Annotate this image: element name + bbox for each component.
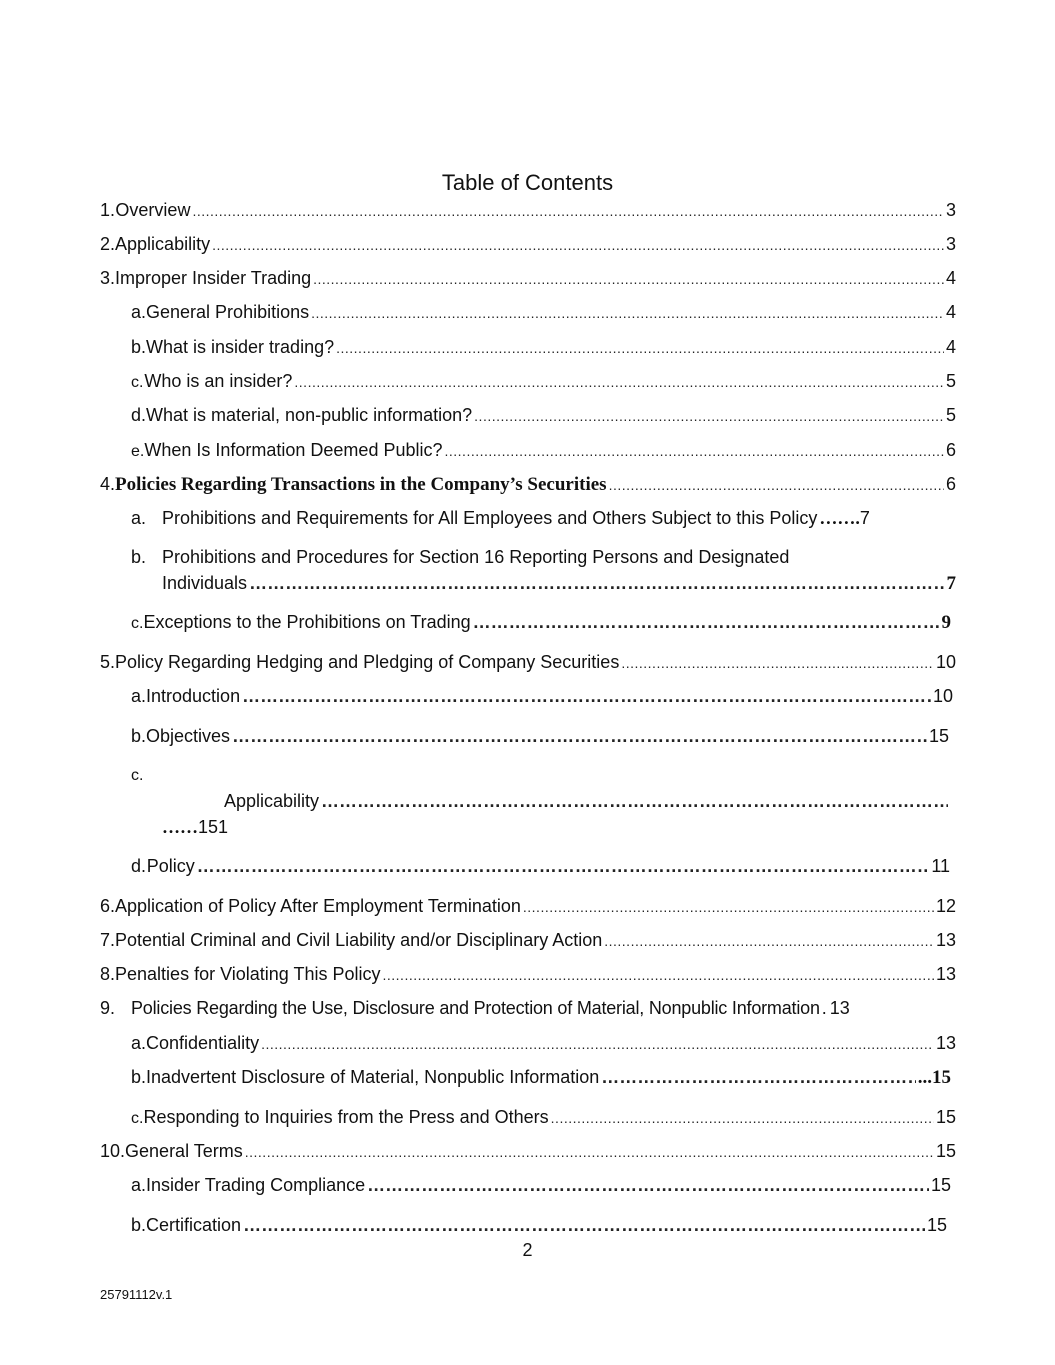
toc-entry[interactable] bbox=[100, 1141, 956, 1162]
dot-leader bbox=[192, 203, 944, 219]
toc-entry-continuation[interactable] bbox=[162, 817, 228, 838]
toc-number: a. bbox=[131, 508, 147, 528]
toc-number: 7. bbox=[100, 930, 116, 950]
toc-page: 5 bbox=[945, 371, 956, 391]
toc-entry[interactable] bbox=[100, 998, 956, 1019]
dot-leader bbox=[473, 612, 940, 633]
toc-label: Policies Regarding the Use, Disclosure and Protection of Material, Nonpublic Information bbox=[131, 998, 820, 1018]
toc-label: Policies Regarding Transactions in the Company’s Securities bbox=[115, 474, 607, 495]
toc-number: 9. bbox=[100, 998, 116, 1018]
toc-label: Insider Trading Compliance bbox=[146, 1175, 366, 1195]
toc-entry[interactable] bbox=[131, 686, 953, 707]
toc-page: 15 bbox=[935, 1107, 956, 1127]
page-title: Table of Contents bbox=[441, 170, 614, 195]
toc-entry[interactable] bbox=[100, 896, 956, 917]
toc-label: Inadvertent Disclosure of Material, Nonpublic Information bbox=[146, 1067, 600, 1087]
dot-leader bbox=[604, 933, 934, 949]
document-id: 25791112v.1 bbox=[100, 1287, 173, 1302]
toc-page: 4 bbox=[945, 337, 956, 357]
dot-leader bbox=[609, 477, 944, 493]
toc-number: b. bbox=[131, 547, 147, 567]
toc-entry[interactable] bbox=[131, 547, 956, 568]
toc-number: c. bbox=[131, 1110, 144, 1127]
toc-label: Applicability bbox=[115, 234, 211, 254]
toc-page: 13 bbox=[829, 998, 850, 1018]
toc-label-line1: Prohibitions and Procedures for Section 16 Reporting Persons and Designated bbox=[162, 547, 790, 567]
toc-number: b. bbox=[131, 1067, 147, 1087]
toc-page: 15 bbox=[928, 726, 949, 746]
toc-page: 15 bbox=[926, 1215, 947, 1235]
toc-label: General Prohibitions bbox=[146, 302, 310, 322]
toc-number: a. bbox=[131, 686, 147, 706]
toc-number: b. bbox=[131, 337, 147, 357]
dot-leader bbox=[601, 1067, 916, 1088]
toc-page: 4 bbox=[945, 302, 956, 322]
toc-number: 6. bbox=[100, 896, 116, 916]
toc-number: d. bbox=[131, 856, 147, 876]
toc-page: 5 bbox=[945, 405, 956, 425]
toc-entry[interactable] bbox=[131, 856, 950, 877]
toc-entry[interactable] bbox=[131, 612, 951, 634]
toc-entry[interactable] bbox=[131, 337, 956, 358]
dot-leader bbox=[336, 340, 944, 356]
toc-label: Applicability bbox=[224, 791, 320, 811]
toc-number: d. bbox=[131, 405, 147, 425]
dot-leader: ……. bbox=[819, 508, 860, 528]
toc-entry[interactable] bbox=[100, 200, 956, 221]
toc-page: 13 bbox=[935, 1033, 956, 1053]
dot-leader bbox=[212, 237, 944, 253]
toc-page: 7 bbox=[859, 508, 870, 528]
toc-label: Policy Regarding Hedging and Pledging of Company Securities bbox=[115, 652, 620, 672]
toc-label: Improper Insider Trading bbox=[115, 268, 312, 288]
toc-entry[interactable] bbox=[100, 268, 956, 289]
toc-number: c. bbox=[131, 767, 144, 784]
dot-leader: …… bbox=[162, 817, 198, 837]
toc-page: 15 bbox=[935, 1141, 956, 1161]
toc-number: 2. bbox=[100, 234, 116, 254]
dot-leader bbox=[294, 374, 944, 390]
toc-label: Policy bbox=[146, 856, 195, 876]
toc-entry[interactable] bbox=[100, 474, 956, 496]
toc-number: b. bbox=[131, 726, 147, 746]
toc-label: Prohibitions and Requirements for All Employees and Others Subject to this Policy bbox=[162, 508, 818, 528]
toc-entry[interactable] bbox=[100, 234, 956, 255]
toc-page: 6 bbox=[945, 440, 956, 460]
toc-number: a. bbox=[131, 1033, 147, 1053]
dot-leader: . bbox=[821, 998, 827, 1018]
toc-label: When Is Information Deemed Public? bbox=[144, 440, 443, 460]
toc-number: 4. bbox=[100, 474, 116, 494]
toc-number: 10. bbox=[100, 1141, 126, 1161]
toc-page: 3 bbox=[945, 234, 956, 254]
toc-entry[interactable] bbox=[100, 964, 956, 985]
toc-entry[interactable] bbox=[100, 652, 956, 673]
dot-leader bbox=[261, 1036, 934, 1052]
toc-label: Penalties for Violating This Policy bbox=[115, 964, 381, 984]
toc-entry[interactable] bbox=[131, 1175, 951, 1196]
toc-page: 13 bbox=[935, 930, 956, 950]
toc-label: Certification bbox=[146, 1215, 242, 1235]
toc-label-line2: Individuals bbox=[162, 573, 248, 593]
toc-label: What is material, non-public information? bbox=[146, 405, 473, 425]
dot-leader bbox=[474, 408, 944, 424]
toc-entry[interactable] bbox=[131, 1033, 956, 1054]
toc-page: 4 bbox=[945, 268, 956, 288]
toc-entry[interactable] bbox=[131, 1215, 947, 1236]
toc-label: Potential Criminal and Civil Liability and/or Disciplinary Action bbox=[115, 930, 603, 950]
toc-entry[interactable] bbox=[131, 1107, 956, 1128]
dot-leader bbox=[245, 1144, 934, 1160]
toc-label: General Terms bbox=[125, 1141, 243, 1161]
toc-entry[interactable] bbox=[131, 302, 956, 323]
toc-page: 13 bbox=[935, 964, 956, 984]
dot-leader bbox=[523, 899, 934, 915]
toc-page: 15 bbox=[930, 1175, 951, 1195]
dot-leader bbox=[621, 655, 934, 671]
toc-page: 12 bbox=[935, 896, 956, 916]
toc-number: b. bbox=[131, 1215, 147, 1235]
toc-entry[interactable] bbox=[131, 1067, 951, 1089]
toc-label: Who is an insider? bbox=[144, 371, 293, 391]
toc-entry[interactable] bbox=[224, 791, 950, 812]
toc-page: 10 bbox=[935, 652, 956, 672]
toc-number: a. bbox=[131, 302, 147, 322]
toc-page: 151 bbox=[198, 817, 229, 837]
toc-page: ...15 bbox=[917, 1067, 951, 1088]
dot-leader bbox=[383, 967, 934, 983]
toc-number: c. bbox=[131, 615, 144, 632]
toc-number: a. bbox=[131, 1175, 147, 1195]
toc-entry-continuation[interactable] bbox=[162, 573, 956, 595]
toc-label: Introduction bbox=[146, 686, 241, 706]
toc-page: 7 bbox=[946, 573, 956, 594]
dot-leader bbox=[243, 1215, 925, 1236]
toc-number: 3. bbox=[100, 268, 116, 288]
dot-leader bbox=[242, 686, 931, 707]
dot-leader bbox=[321, 791, 948, 812]
toc-label: Application of Policy After Employment Termination bbox=[115, 896, 521, 916]
toc-number: e. bbox=[131, 443, 145, 460]
toc-page: 9 bbox=[941, 612, 951, 633]
toc-entry[interactable] bbox=[100, 930, 956, 951]
toc-page: 11 bbox=[931, 856, 950, 876]
page-number: 2 bbox=[522, 1240, 533, 1260]
toc-number: 1. bbox=[100, 200, 116, 220]
toc-entry[interactable] bbox=[131, 405, 956, 426]
toc-entry[interactable] bbox=[131, 440, 956, 461]
toc-label: What is insider trading? bbox=[146, 337, 335, 357]
toc-label: Objectives bbox=[146, 726, 231, 746]
dot-leader bbox=[249, 573, 944, 594]
toc-page: 3 bbox=[945, 200, 956, 220]
toc-label: Responding to Inquiries from the Press and Others bbox=[143, 1107, 549, 1127]
toc-number: 5. bbox=[100, 652, 116, 672]
dot-leader bbox=[367, 1175, 929, 1196]
toc-number: c. bbox=[131, 374, 144, 391]
toc-entry[interactable] bbox=[131, 508, 956, 529]
dot-leader bbox=[445, 443, 944, 459]
toc-entry[interactable] bbox=[131, 371, 956, 392]
dot-leader bbox=[197, 856, 930, 877]
toc-page: 10 bbox=[932, 686, 953, 706]
dot-leader bbox=[232, 726, 927, 747]
toc-page: 6 bbox=[945, 474, 956, 494]
dot-leader bbox=[551, 1110, 934, 1126]
toc-label: Exceptions to the Prohibitions on Trading bbox=[143, 612, 471, 632]
dot-leader bbox=[313, 271, 944, 287]
toc-label: Confidentiality bbox=[146, 1033, 260, 1053]
dot-leader bbox=[311, 305, 944, 321]
toc-label: Overview bbox=[115, 200, 191, 220]
toc-entry[interactable] bbox=[131, 726, 949, 747]
toc-number: 8. bbox=[100, 964, 116, 984]
